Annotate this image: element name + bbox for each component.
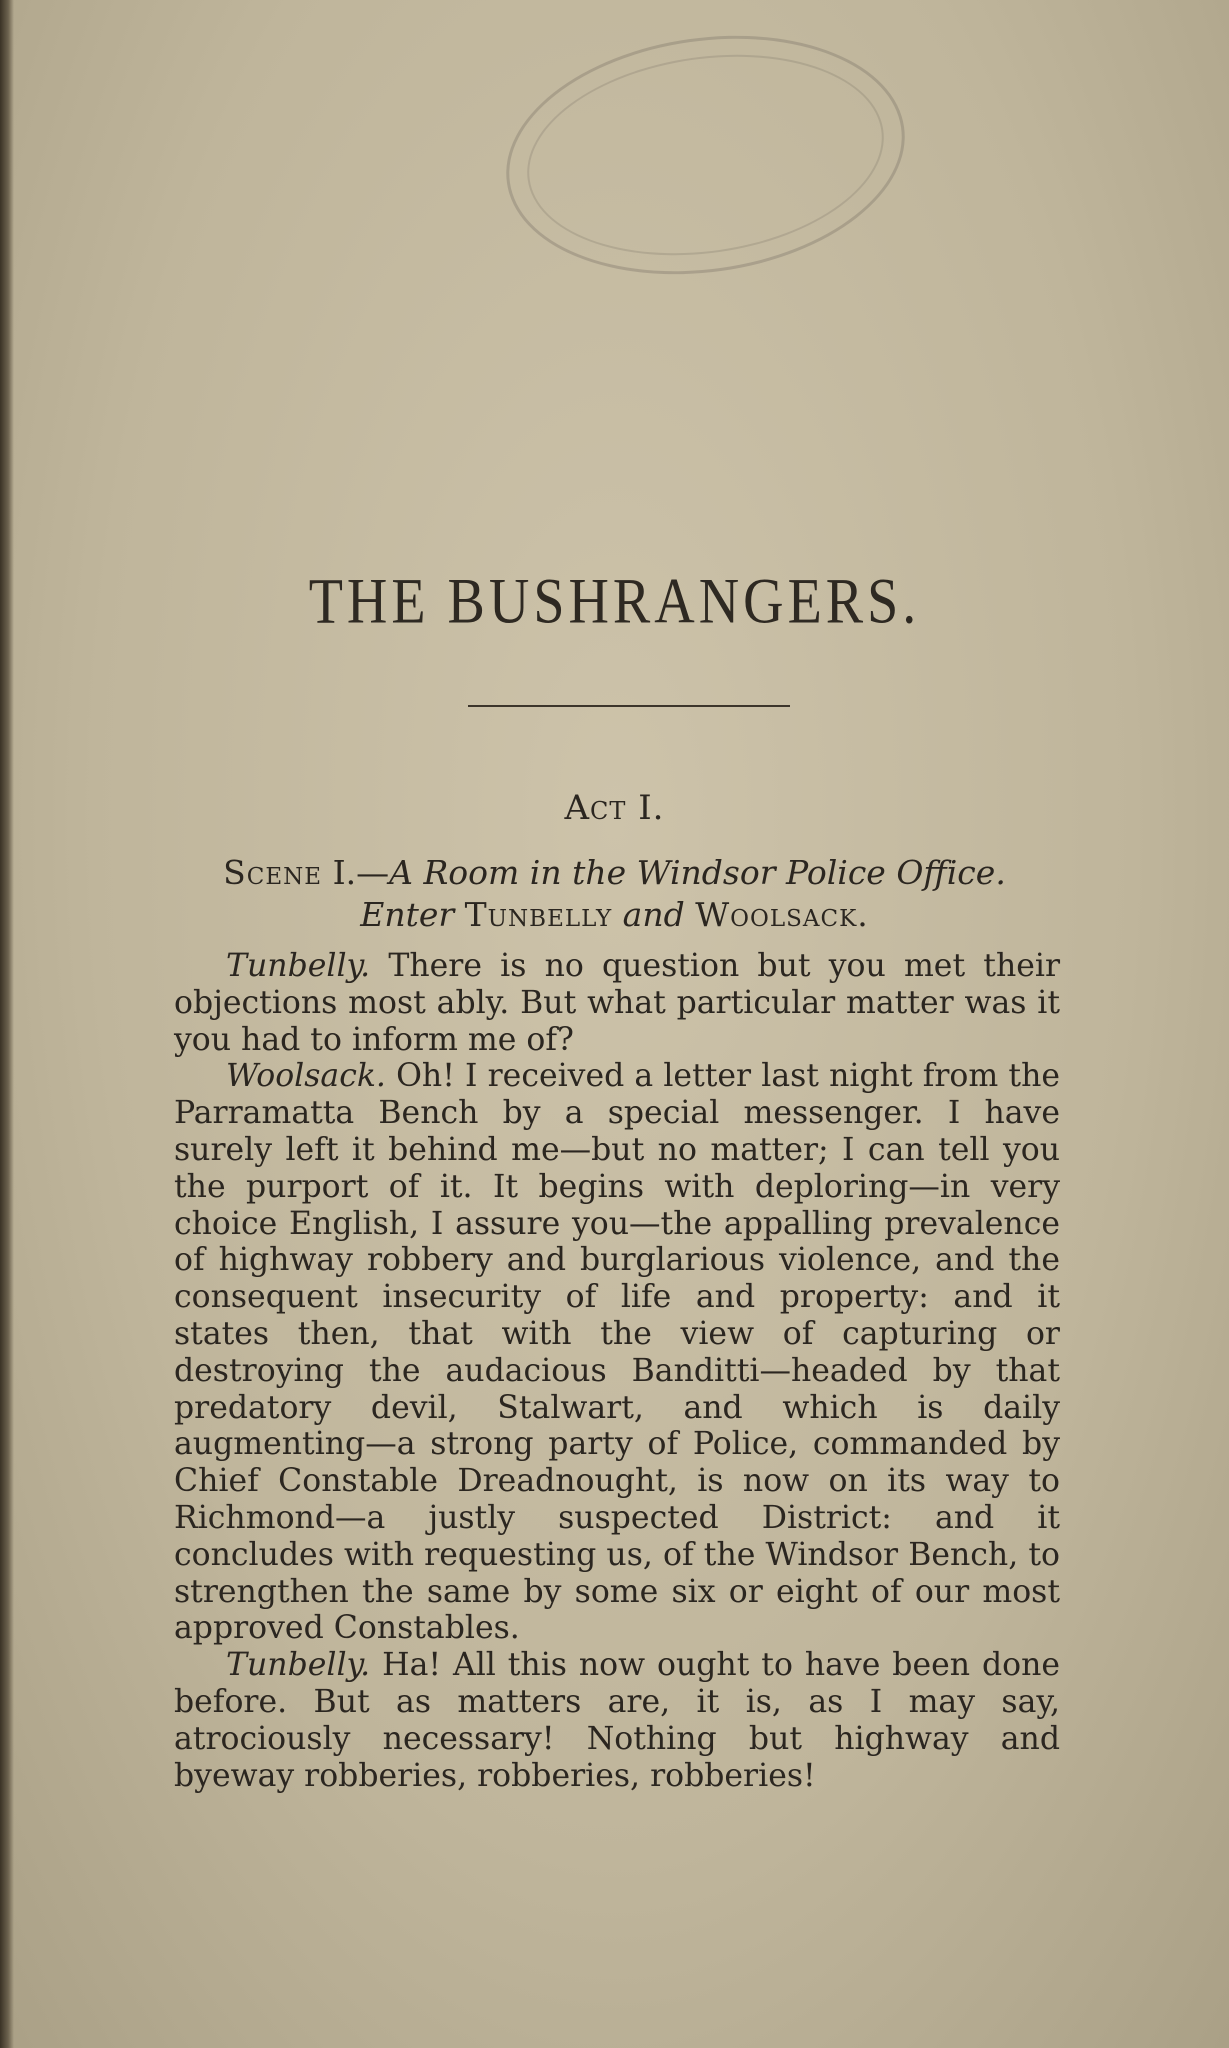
- stage-and: and: [622, 895, 685, 934]
- scene-line-2: [0, 894, 1229, 936]
- library-stamp: [491, 11, 921, 299]
- speaker-name: Tunbelly.: [226, 948, 371, 984]
- act-heading: [0, 788, 1229, 828]
- character-2: Woolsack.: [695, 895, 869, 934]
- scene-label: Scene: [223, 853, 323, 892]
- dialogue-text: Ha! All this now ought to have been done before. But as matters are, it is, as I may say, atrociously necessary! Nothing but highway and byeway robberies, robberies, robberies!: [174, 1647, 1061, 1794]
- act-prefix: Act: [564, 788, 627, 828]
- dialogue-text: Oh! I received a letter last night from the Parramatta Bench by a special messenger. I have surely left it behind me—but no matter; I can tell you the purport of it. It begins with deploring—in very choice English, I assure you—the appalling prevalence of highway robbery and burglarious violence, and the consequent insecurity of life and property: and it states then, that with the view of capturing or destroying the audacious Banditti—headed by that predatory devil, Stalwart, and which is daily augmenting—a strong party of Police, commanded by Chief Constable Dreadnought, is now on its way to Richmond—a justly suspected District: and it concludes with requesting us, of the Windsor Bench, to strengthen the same by some six or eight of our most approved Constables.: [174, 1058, 1060, 1647]
- scene-line-1: [0, 852, 1229, 894]
- act-number: I.: [638, 788, 665, 828]
- dialogue-paragraph: [174, 1647, 1060, 1794]
- speaker-name: Tunbelly.: [226, 1647, 371, 1684]
- speaker-name: Woolsack.: [226, 1058, 386, 1095]
- dialogue-body: [174, 948, 1060, 1794]
- dialogue-text: There is no question but you met their objections most ably. But what particular matter was it you had to inform me of?: [174, 948, 1061, 1058]
- scene-setting: A Room in the Windsor Police Office.: [389, 853, 1006, 892]
- scene-number: I.—: [332, 853, 390, 892]
- stage-enter: Enter: [360, 895, 455, 934]
- scene-heading: [0, 852, 1229, 936]
- title-rule: [468, 705, 790, 707]
- dialogue-paragraph: [174, 948, 1060, 1058]
- binding-edge: [0, 0, 14, 2048]
- dialogue-paragraph: [174, 1058, 1060, 1647]
- page-title: THE BUSHRANGERS.: [308, 566, 921, 638]
- character-1: Tunbelly: [464, 895, 613, 934]
